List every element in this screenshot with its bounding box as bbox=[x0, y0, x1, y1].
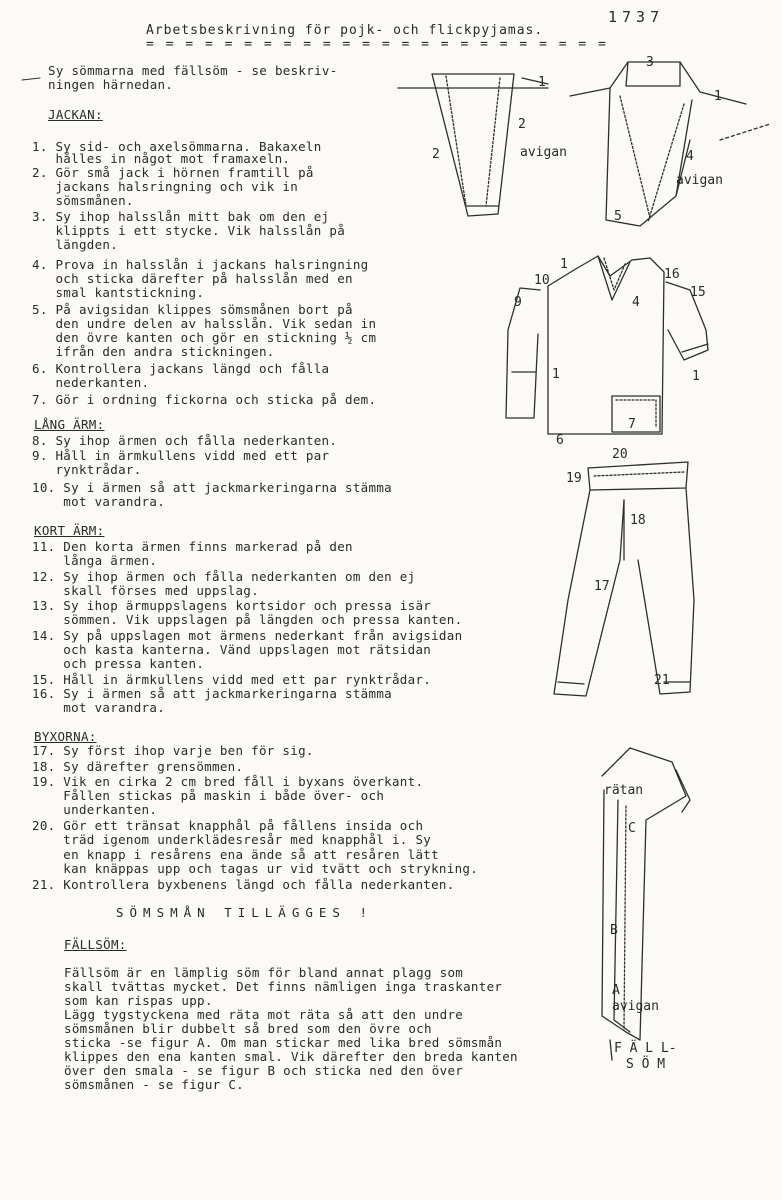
instruction-line: rynktrådar. bbox=[32, 462, 142, 477]
instruction-line: 4. Prova in halsslån i jackans halsringning bbox=[32, 257, 369, 272]
label-seam-c: C bbox=[628, 821, 636, 836]
label-seam-avigan: avigan bbox=[612, 999, 659, 1014]
instruction-line: den undre delen av halsslån. Vik sedan in bbox=[32, 316, 377, 331]
label-collar-avigan: avigan bbox=[520, 145, 567, 160]
label-trousers-21: 21 bbox=[654, 673, 670, 688]
instruction-line: en knapp i resårens ena ände så att resåren lätt bbox=[32, 847, 439, 862]
label-jacket-1c: 1 bbox=[692, 369, 700, 384]
instruction-line: sömsmånen. bbox=[32, 193, 134, 208]
instruction-line: skall förses med uppslag. bbox=[32, 583, 259, 598]
instruction-line: träd igenom underklädesresår med knapphål i. Sy bbox=[32, 832, 432, 847]
instruction-line: mot varandra. bbox=[32, 494, 166, 509]
title-underline: = = = = = = = = = = = = = = = = = = = = = = = = bbox=[146, 37, 608, 52]
label-seam-som: S Ö M bbox=[626, 1057, 666, 1072]
trousers-figure bbox=[554, 462, 694, 696]
instruction-line: hålles in något mot framaxeln. bbox=[32, 151, 291, 166]
section-heading-kort-arm: KORT ÄRM: bbox=[34, 523, 105, 538]
collar-attached-figure bbox=[570, 62, 770, 226]
instruction-line: 8. Sy ihop ärmen och fålla nederkanten. bbox=[32, 433, 338, 448]
label-jacket-16: 16 bbox=[664, 267, 680, 282]
instruction-line: mot varandra. bbox=[32, 700, 166, 715]
section-heading-byxorna: BYXORNA: bbox=[34, 729, 97, 744]
label-jacket-1b: 1 bbox=[552, 367, 560, 382]
intro-line-1: Sy sömmarna med fällsöm - se beskriv- bbox=[48, 63, 338, 78]
instruction-line: kan knäppas upp och tagas ur vid tvätt och strykning. bbox=[32, 861, 479, 876]
instruction-line: 20. Gör ett tränsat knapphål på fållens insida och bbox=[32, 818, 424, 833]
instruction-line: 15. Håll in ärmkullens vidd med ett par rynktrådar. bbox=[32, 672, 432, 687]
description-line: skall tvättas mycket. Det finns nämligen inga traskanter bbox=[64, 979, 503, 994]
label-collar-2: 2 bbox=[518, 117, 526, 132]
instruction-line: 18. Sy därefter grensömmen. bbox=[32, 759, 244, 774]
description-line: sömsmånen blir dubbelt så bred som den övre och bbox=[64, 1021, 432, 1036]
label-collar-5: 5 bbox=[614, 209, 622, 224]
label-jacket-4: 4 bbox=[632, 295, 640, 310]
description-line: Lägg tygstyckena med räta mot räta så att den undre bbox=[64, 1007, 464, 1022]
instruction-line: smal kantstickning. bbox=[32, 285, 205, 300]
page-number: 1737 bbox=[608, 8, 665, 26]
instruction-line: längden. bbox=[32, 237, 119, 252]
description-line: Fällsöm är en lämplig söm för bland annat plagg som bbox=[64, 965, 464, 980]
instruction-line: 12. Sy ihop ärmen och fålla nederkanten om den ej bbox=[32, 569, 416, 584]
description-line: klippes den ena kanten smal. Vik därefter den breda kanten bbox=[64, 1049, 518, 1064]
label-seam-ratan: rätan bbox=[604, 783, 644, 798]
label-jacket-9: 9 bbox=[514, 295, 522, 310]
instruction-line: 9. Håll in ärmkullens vidd med ett par bbox=[32, 448, 330, 463]
label-trousers-20: 20 bbox=[612, 447, 628, 462]
label-seam-b: B bbox=[610, 923, 618, 938]
label-seam-fall: F Ä L L- bbox=[614, 1041, 677, 1056]
label-collar-2b: 2 bbox=[432, 147, 440, 162]
label-jacket-6: 6 bbox=[556, 433, 564, 448]
section-heading-jackan: JACKAN: bbox=[48, 107, 103, 122]
label-trousers-19: 19 bbox=[566, 471, 582, 486]
description-line: som kan rispas upp. bbox=[64, 993, 213, 1008]
instruction-line: jackans halsringning och vik in bbox=[32, 179, 299, 194]
label-collar-avigan2: avigan bbox=[676, 173, 723, 188]
instruction-line: nederkanten. bbox=[32, 375, 150, 390]
instruction-line: Fållen stickas på maskin i både över- och bbox=[32, 788, 385, 803]
description-line: sömsmånen - se figur C. bbox=[64, 1077, 244, 1092]
label-collar-4: 4 bbox=[686, 149, 694, 164]
instruction-line: ifrån den andra stickningen. bbox=[32, 344, 275, 359]
instruction-line: 10. Sy i ärmen så att jackmarkeringarna stämma bbox=[32, 480, 392, 495]
instruction-line: 19. Vik en cirka 2 cm bred fåll i byxans överkant. bbox=[32, 774, 424, 789]
instruction-line: 17. Sy först ihop varje ben för sig. bbox=[32, 743, 314, 758]
instruction-line: och sticka därefter på halsslån med en bbox=[32, 271, 353, 286]
instruction-line: 1. Sy sid- och axelsömmarna. Bakaxeln bbox=[32, 139, 322, 154]
instruction-line: 13. Sy ihop ärmuppslagens kortsidor och pressa isär bbox=[32, 598, 432, 613]
instruction-line: och pressa kanten. bbox=[32, 656, 205, 671]
instruction-line: klippts i ett stycke. Vik halsslån på bbox=[32, 223, 346, 238]
intro-line-2: ningen härnedan. bbox=[48, 77, 174, 92]
label-collar-3: 3 bbox=[646, 55, 654, 70]
label-collar-1b: 1 bbox=[714, 89, 722, 104]
instruction-line: 11. Den korta ärmen finns markerad på den bbox=[32, 539, 353, 554]
instruction-line: den övre kanten och gör en stickning ½ cm bbox=[32, 330, 377, 345]
instruction-line: 14. Sy på uppslagen mot ärmens nederkant från avigsidan bbox=[32, 628, 463, 643]
label-collar-1: 1 bbox=[538, 75, 546, 90]
seam-allowance-note: SÖMSMÅN TILLÄGGES ! bbox=[116, 905, 373, 920]
instruction-line: 16. Sy i ärmen så att jackmarkeringarna stämma bbox=[32, 686, 392, 701]
instruction-line: underkanten. bbox=[32, 802, 158, 817]
instruction-line: 6. Kontrollera jackans längd och fålla bbox=[32, 361, 330, 376]
description-line: sticka -se figur A. Om man stickar med lika bred sömsmån bbox=[64, 1035, 503, 1050]
instruction-line: långa ärmen. bbox=[32, 553, 158, 568]
instruction-line: 21. Kontrollera byxbenens längd och fålla nederkanten. bbox=[32, 877, 455, 892]
instruction-line: 7. Gör i ordning fickorna och sticka på dem. bbox=[32, 392, 377, 407]
instruction-line: 5. På avigsidan klippes sömsmånen bort på bbox=[32, 302, 353, 317]
instruction-line: och kasta kanterna. Vänd uppslagen mot rätsidan bbox=[32, 642, 432, 657]
label-jacket-1: 1 bbox=[560, 257, 568, 272]
section-heading-fallsom: FÄLLSÖM: bbox=[64, 937, 127, 952]
page-title: Arbetsbeskrivning för pojk- och flickpyjamas. bbox=[146, 23, 544, 38]
instruction-line: sömmen. Vik uppslagen på längden och pressa kanten. bbox=[32, 612, 463, 627]
label-trousers-17: 17 bbox=[594, 579, 610, 594]
label-seam-a: A bbox=[612, 983, 620, 998]
label-trousers-18: 18 bbox=[630, 513, 646, 528]
section-heading-lang-arm: LÅNG ÄRM: bbox=[34, 417, 105, 432]
label-jacket-10: 10 bbox=[534, 273, 550, 288]
instruction-line: 2. Gör små jack i hörnen framtill på bbox=[32, 165, 314, 180]
label-jacket-15: 15 bbox=[690, 285, 706, 300]
instruction-line: 3. Sy ihop halsslån mitt bak om den ej bbox=[32, 209, 330, 224]
label-jacket-7: 7 bbox=[628, 417, 636, 432]
description-line: över den smala - se figur B och sticka ned den över bbox=[64, 1063, 464, 1078]
